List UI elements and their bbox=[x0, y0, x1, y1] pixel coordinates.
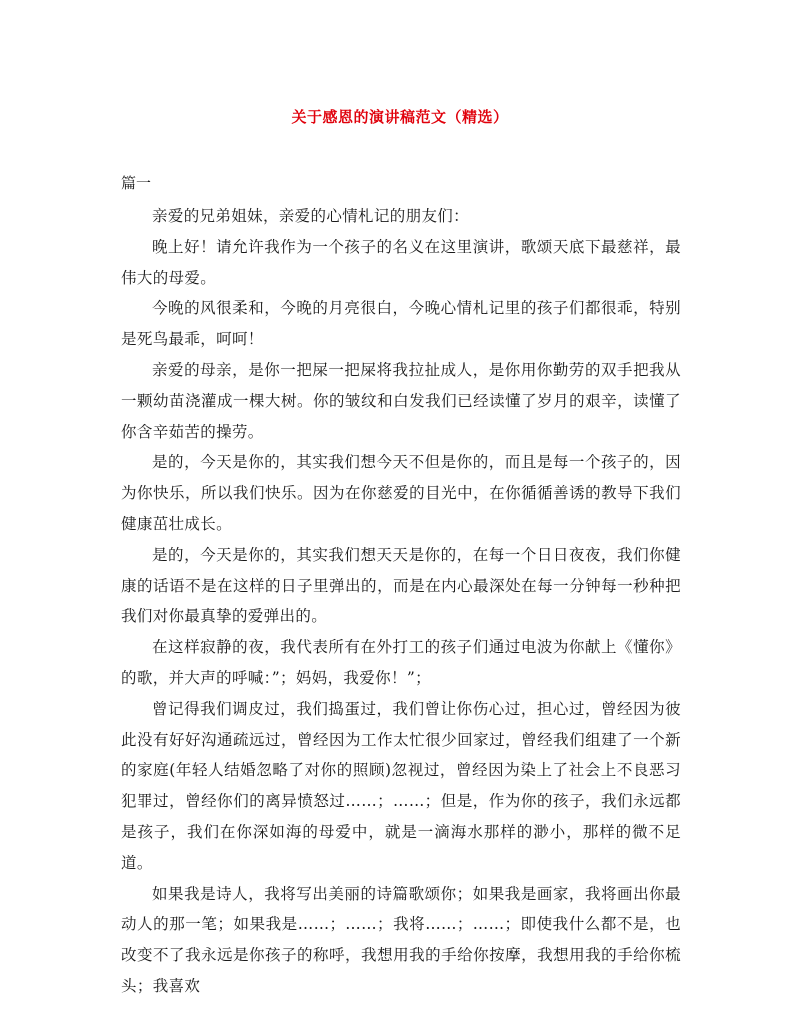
paragraph: 晚上好！请允许我作为一个孩子的名义在这里演讲，歌颂天底下最慈祥，最伟大的母爱。 bbox=[121, 237, 681, 287]
paragraph: 是的，今天是你的，其实我们想今天不但是你的，而且是每一个孩子的，因为你快乐，所以我们快乐。因为在你慈爱的目光中，在你循循善诱的教导下我们健康茁壮成长。 bbox=[121, 453, 681, 533]
paragraph: 曾记得我们调皮过，我们捣蛋过，我们曾让你伤心过，担心过，曾经因为彼此没有好好沟通疏远过，曾经因为工作太忙很少回家过，曾经我们组建了一个新的家庭(年轻人结婚忽略了对你的照顾)忽视过，曾经因为染上了社会上不良恶习犯罪过，曾经你们的离异愤怒过……；……；但是，作为你的孩子，我们永远都是孩子，我们在你深如海的母爱中，就是一滴海水那样的渺小，那样的微不足道。 bbox=[121, 699, 681, 872]
paragraph: 亲爱的母亲，是你一把屎一把屎将我拉扯成人，是你用你勤劳的双手把我从一颗幼苗浇灌成一棵大树。你的皱纹和白发我们已经读懂了岁月的艰辛，读懂了你含辛茹苦的操劳。 bbox=[121, 360, 681, 441]
paragraph: 今晚的风很柔和，今晚的月亮很白，今晚心情札记里的孩子们都很乖，特别是死鸟最乖，呵呵！ bbox=[121, 299, 681, 349]
paragraph: 在这样寂静的夜，我代表所有在外打工的孩子们通过电波为你献上《懂你》的歌，并大声的呼喊：”；妈妈，我爱你！”； bbox=[121, 638, 681, 687]
paragraph: 是的，今天是你的，其实我们想天天是你的，在每一个日日夜夜，我们你健康的话语不是在这样的日子里弹出的，而是在内心最深处在每一分钟每一秒种把我们对你最真挚的爱弹出的。 bbox=[121, 545, 681, 626]
paragraph: 如果我是诗人，我将写出美丽的诗篇歌颂你；如果我是画家，我将画出你最动人的那一笔；如果我是……；……；我将……；……；即使我什么都不是，也改变不了我永远是你孩子的称呼，我想用我的手给你按摩，我想用我的手给你梳头；我喜欢 bbox=[121, 884, 681, 995]
document-title: 关于感恩的演讲稿范文（精选） bbox=[291, 108, 509, 126]
section-label: 篇一 bbox=[121, 174, 152, 192]
paragraph: 亲爱的兄弟姐妹，亲爱的心情札记的朋友们： bbox=[152, 207, 470, 225]
document-body bbox=[121, 201, 681, 1002]
